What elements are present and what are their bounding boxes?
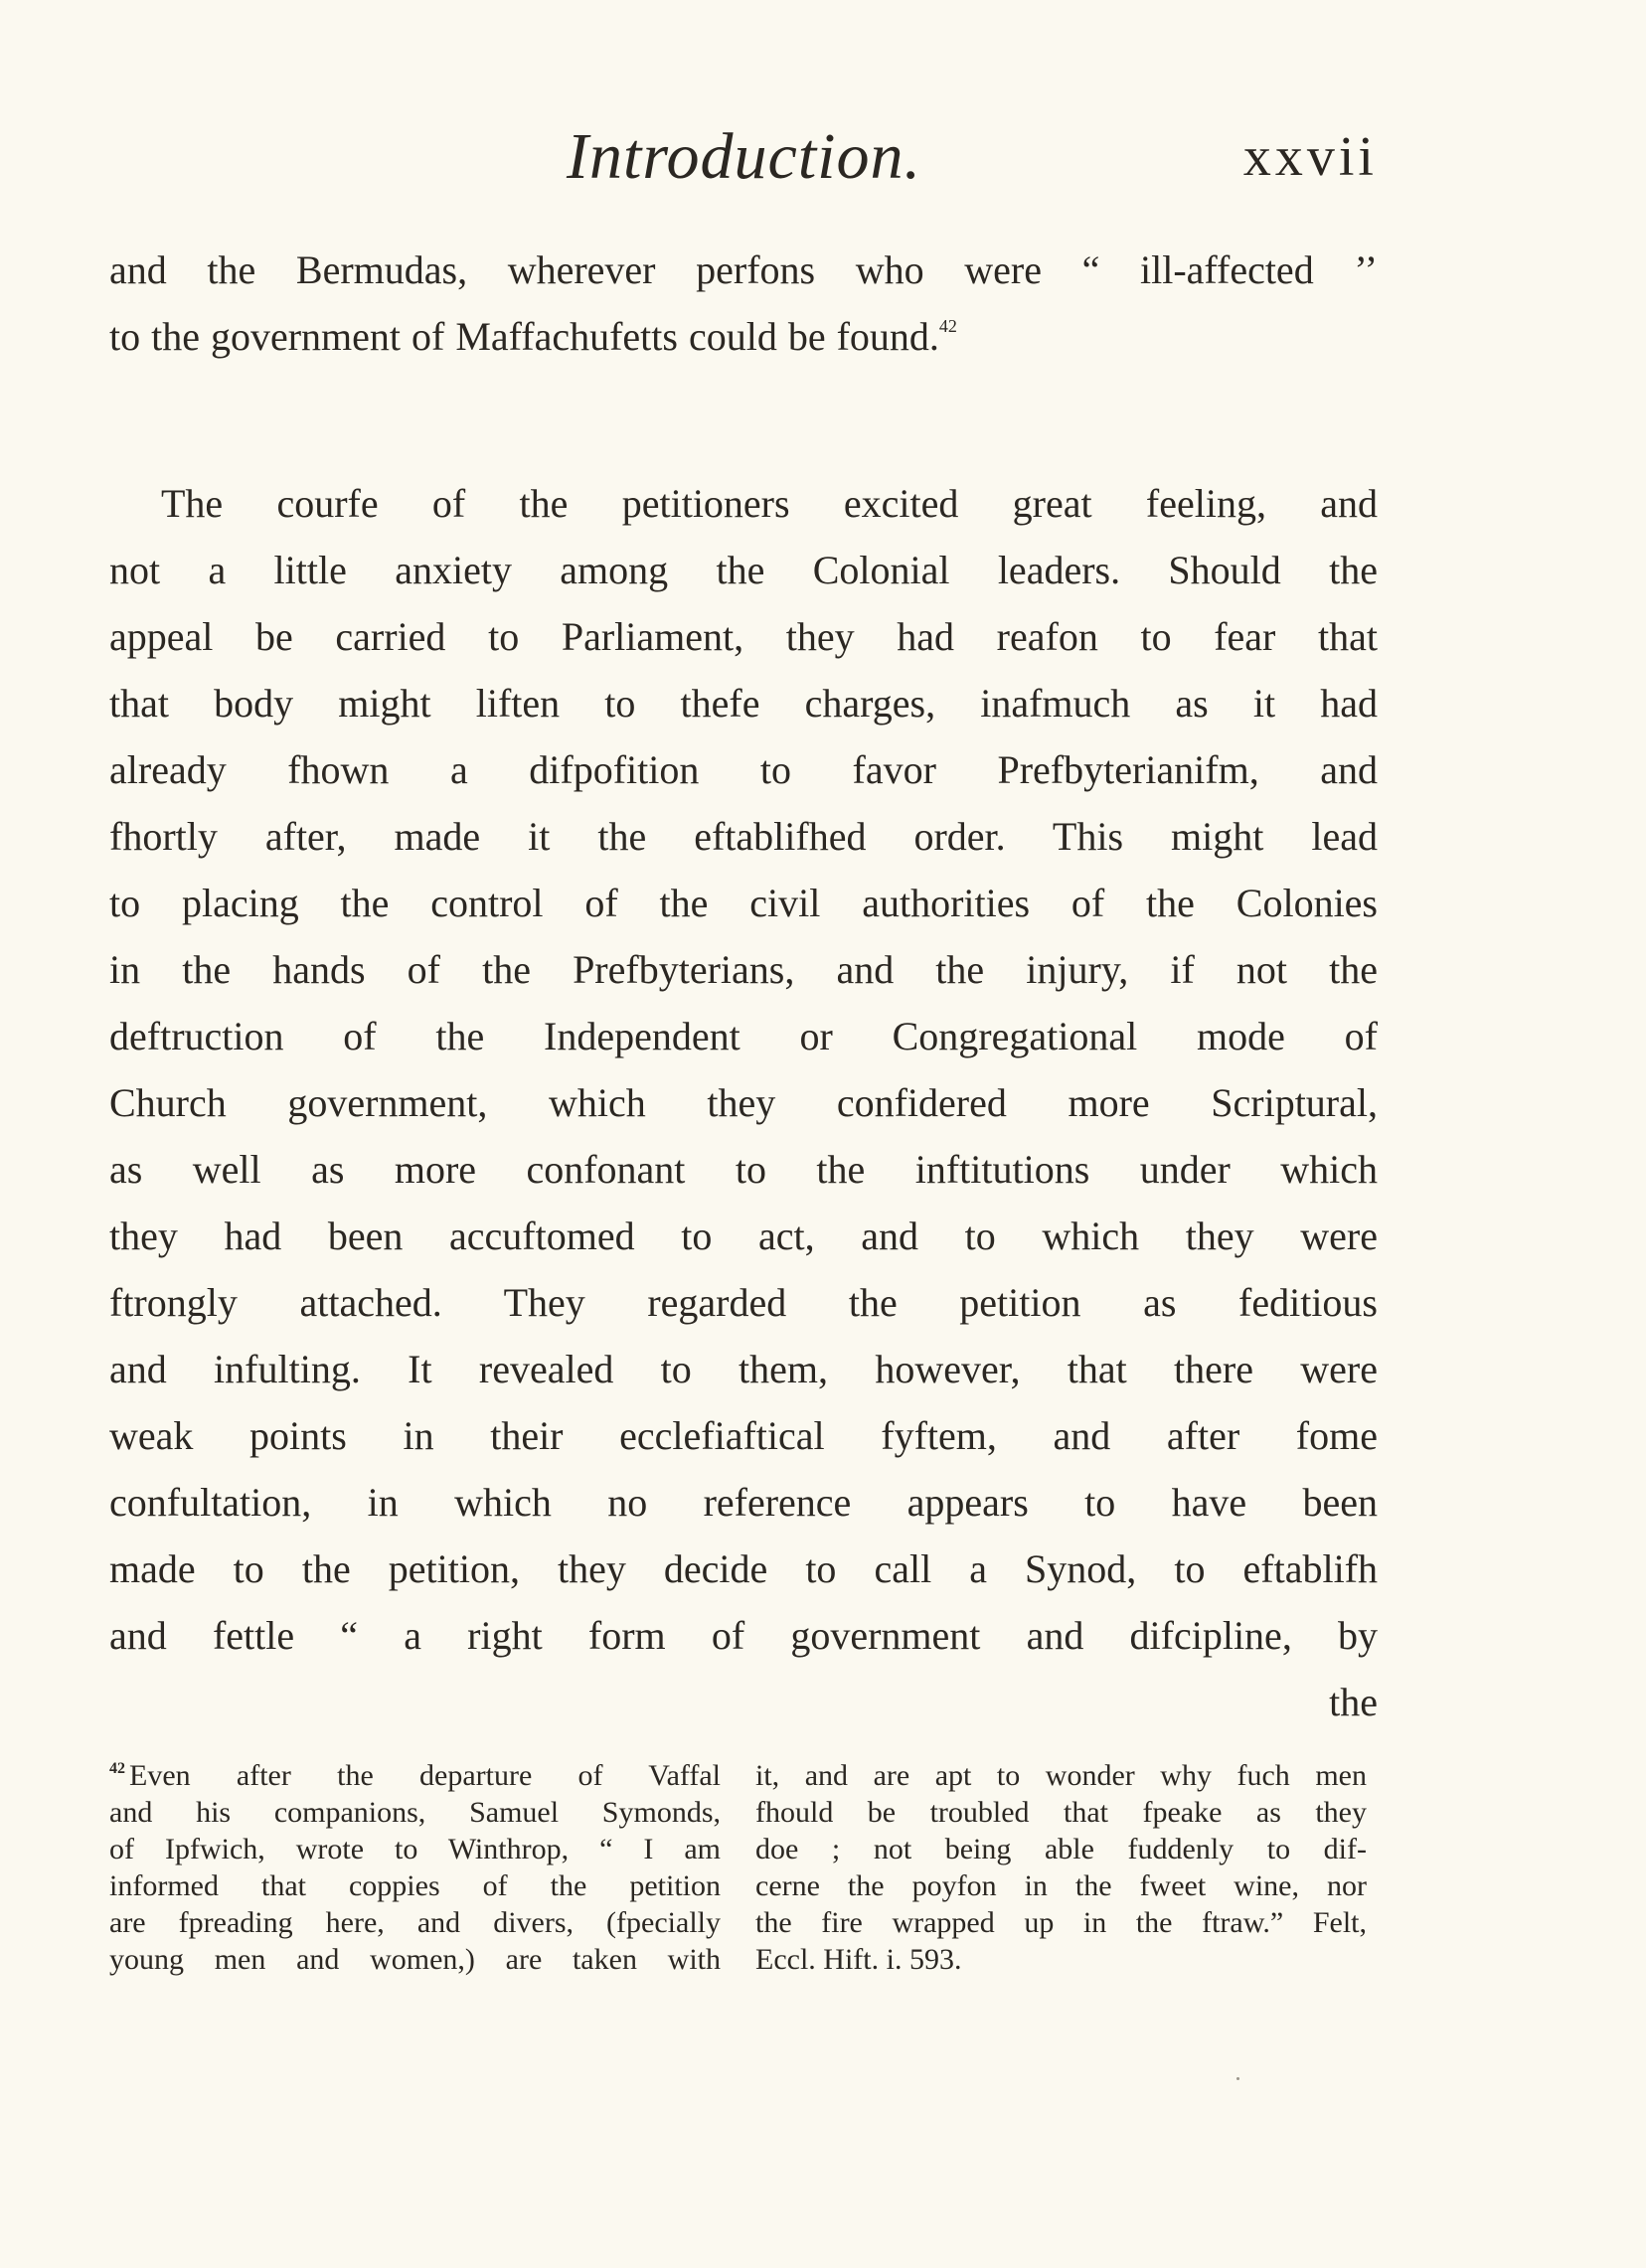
footnote-line: fhould be troubled that fpeake as they [755, 1796, 1367, 1829]
text-line: to placing the control of the civil authorities of the Colonies [109, 881, 1378, 925]
text-line: not a little anxiety among the Colonial leaders. Should the [109, 548, 1378, 592]
paper-speck [1236, 2077, 1239, 2080]
text-line: weak points in their ecclefiaftical fyftem, and after fome [109, 1413, 1378, 1458]
text-line: The courfe of the petitioners excited great feeling, and [161, 481, 1378, 526]
text-line: to the government of Maffachufetts could be found. [109, 314, 939, 359]
text-line: Church government, which they confidered more Scriptural, [109, 1080, 1378, 1125]
footnote-reference[interactable]: 42 [938, 316, 957, 336]
text-line: ftrongly attached. They regarded the petition as feditious [109, 1280, 1378, 1325]
text-line: already fhown a difpofition to favor Prefbyterianifm, and [109, 747, 1378, 792]
footnote-text: Even after the departure of Vaffal [129, 1759, 721, 1792]
paragraph-1 [109, 237, 1378, 370]
page-number: xxvii [1242, 126, 1378, 188]
running-head [109, 117, 1378, 197]
text-line: made to the petition, they decide to call a Synod, to eftablifh [109, 1546, 1378, 1591]
catchword: the [1329, 1680, 1378, 1724]
footnote-line: and his companions, Samuel Symonds, [109, 1796, 721, 1829]
text-line: fhortly after, made it the eftablifhed order. This might lead [109, 814, 1378, 859]
text-line: and infulting. It revealed to them, however, that there were [109, 1347, 1378, 1391]
footnote-line: doe ; not being able fuddenly to dif- [755, 1833, 1367, 1865]
text-line: deftruction of the Independent or Congregational mode of [109, 1014, 1378, 1058]
footnote-line: Eccl. Hift. i. 593. [755, 1943, 962, 1976]
paragraph-2 [109, 470, 1378, 1735]
running-title: Introduction. [567, 120, 922, 193]
footnote-left-column [109, 1757, 721, 1978]
text-line: appeal be carried to Parliament, they had reafon to fear that [109, 614, 1378, 659]
footnote-right-column [755, 1757, 1367, 1978]
text-line: as well as more confonant to the inftitutions under which [109, 1147, 1378, 1192]
footnote-line: young men and women,) are taken with [109, 1943, 721, 1976]
text-line-with-note [109, 303, 1378, 370]
footnote-line: of Ipfwich, wrote to Winthrop, “ I am [109, 1833, 721, 1865]
footnote-line: are fpreading here, and divers, (fpecially [109, 1906, 721, 1939]
text-line: they had been accuftomed to act, and to which they were [109, 1214, 1378, 1258]
footnote-line: informed that coppies of the petition [109, 1869, 721, 1902]
footnote-line: the fire wrapped up in the ftraw.” Felt, [755, 1906, 1367, 1939]
footnote [109, 1757, 1378, 2016]
text-line: that body might liften to thefe charges, inafmuch as it had [109, 681, 1378, 726]
text-line: in the hands of the Prefbyterians, and the injury, if not the [109, 947, 1378, 992]
text-line: confultation, in which no reference appears to have been [109, 1480, 1378, 1525]
text-line: and fettle “ a right form of government and difcipline, by [109, 1613, 1378, 1658]
footnote-line: it, and are apt to wonder why fuch men [755, 1759, 1367, 1792]
footnote-line: cerne the poyfon in the fweet wine, nor [755, 1869, 1367, 1902]
footnote-line [109, 1757, 721, 1794]
footnote-number: 42 [109, 1760, 125, 1777]
text-line: and the Bermudas, wherever perfons who were “ ill-affected ’’ [109, 247, 1378, 292]
